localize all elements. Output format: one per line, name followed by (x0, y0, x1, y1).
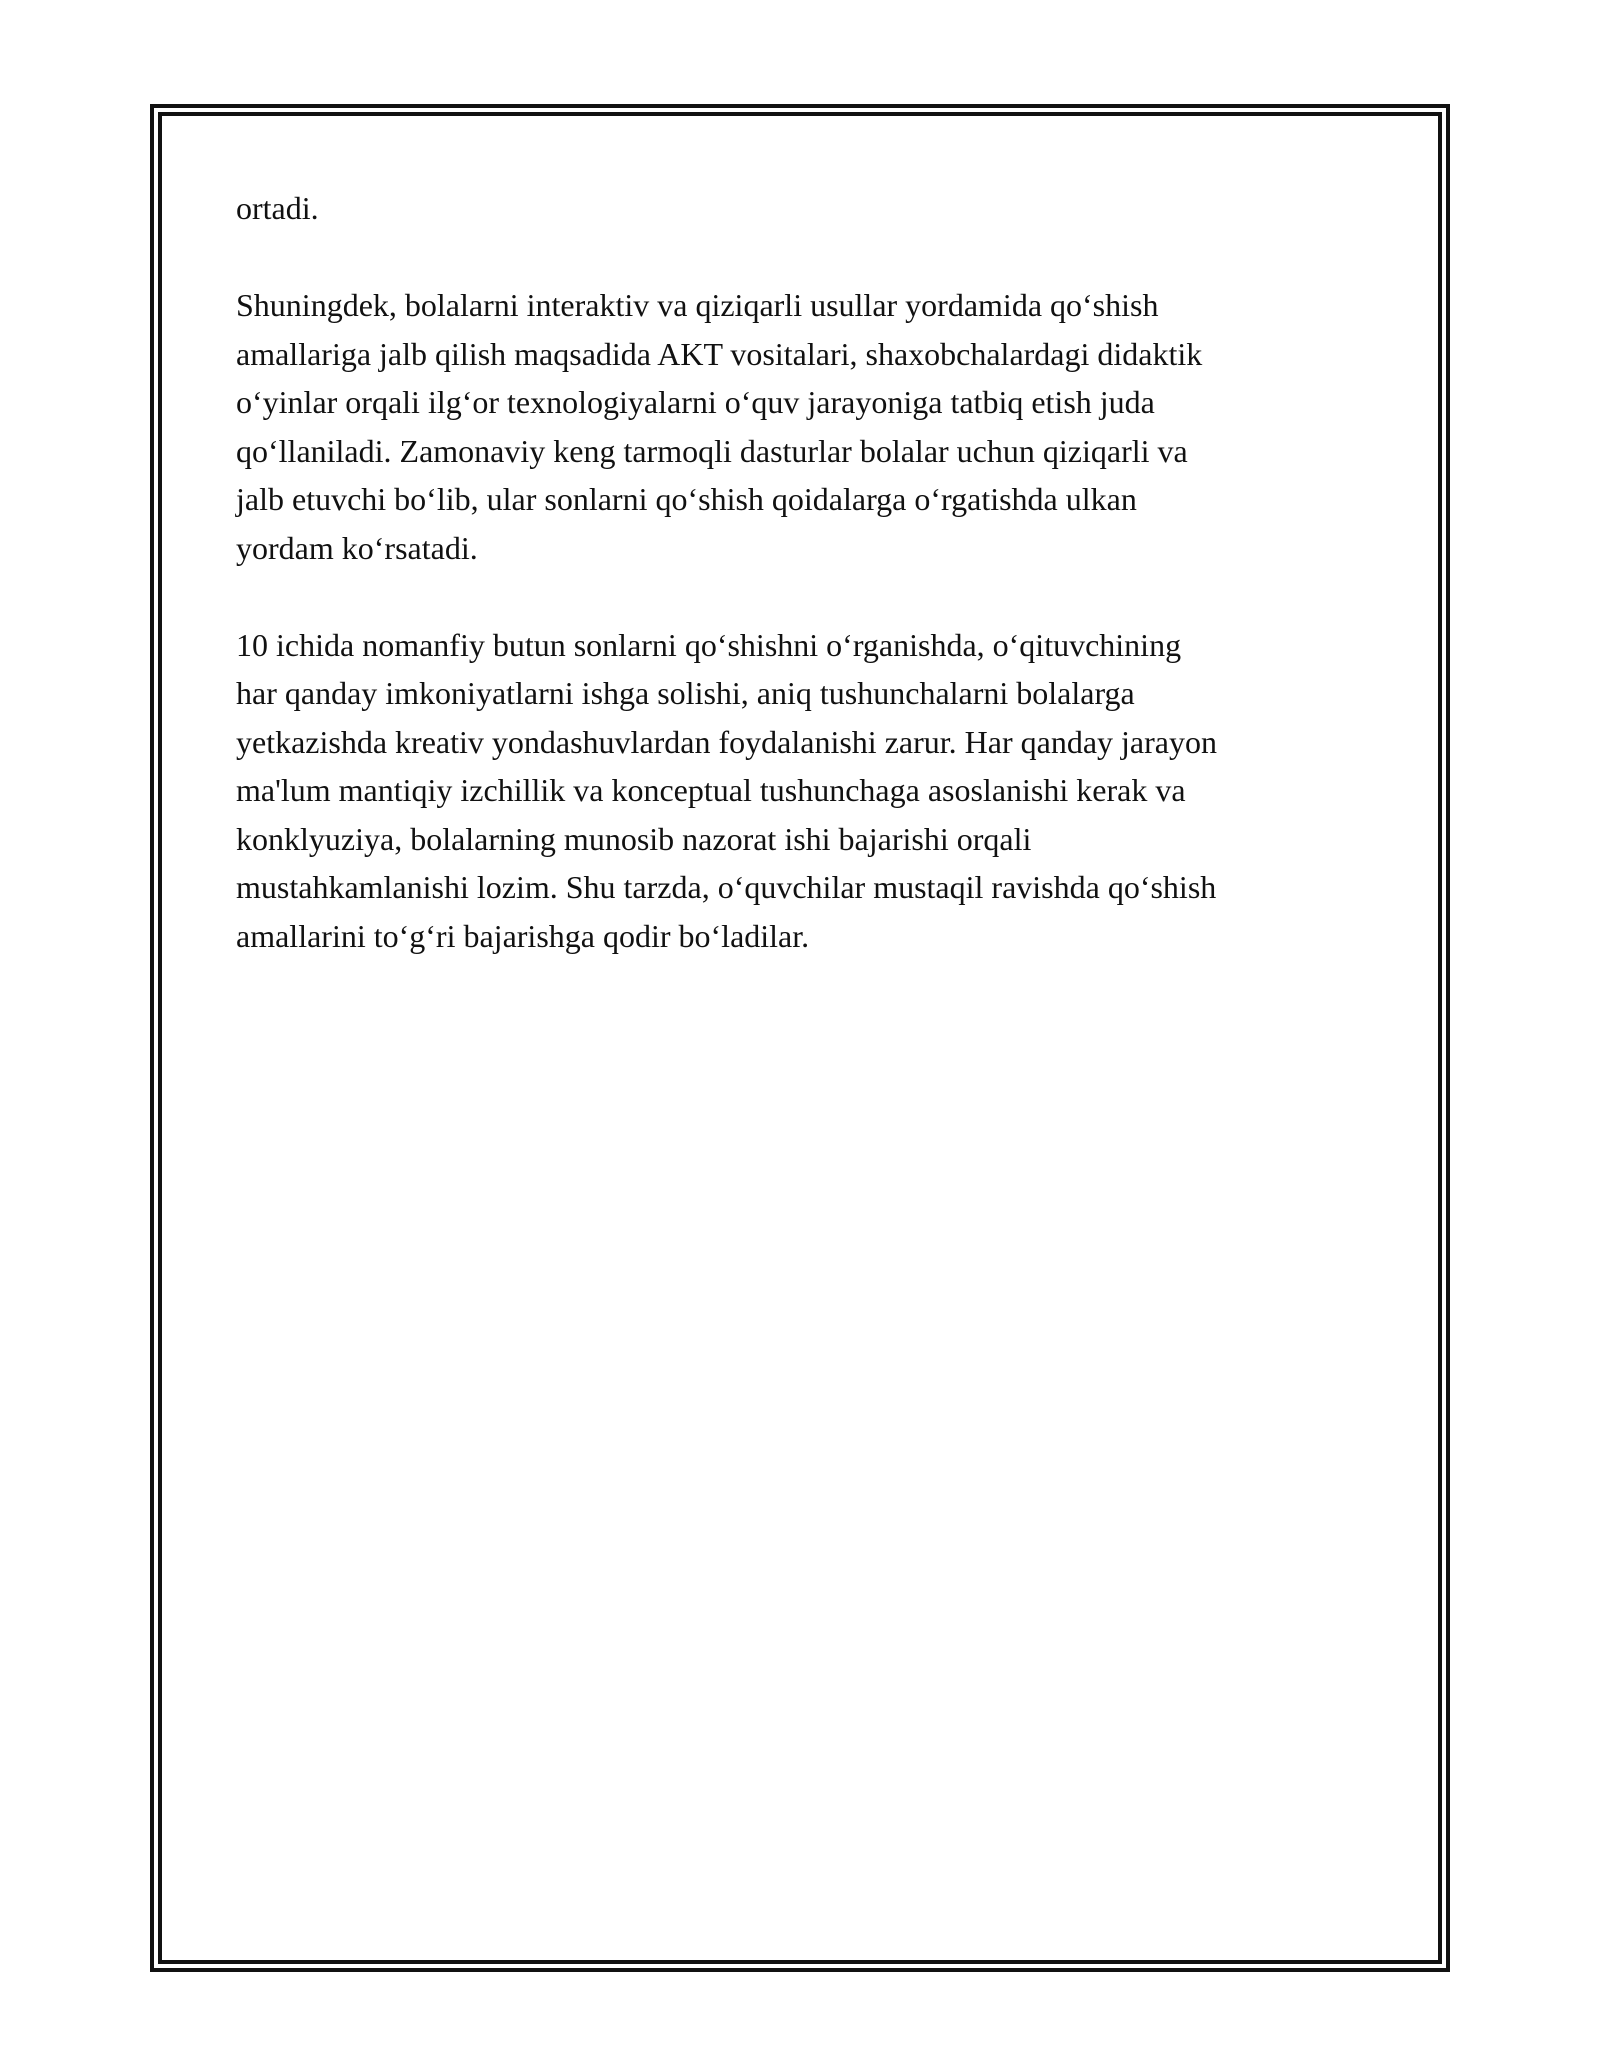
text-line: amallariga jalb qilish maqsadida AKT vositalari, shaxobchalardagi didaktik (236, 335, 1203, 372)
text-line: qo‘llaniladi. Zamonaviy keng tarmoqli dasturlar bolalar uchun qiziqarli va (236, 432, 1188, 469)
text-line: ma'lum mantiqiy izchillik va konceptual tushunchaga asoslanishi kerak va (236, 772, 1186, 808)
text-line: amallarini to‘g‘ri bajarishga qodir bo‘ladilar. (236, 917, 810, 954)
text-line: 10 ichida nomanfiy butun sonlarni qo‘shishni o‘rganishda, o‘qituvchining (236, 626, 1182, 663)
text-line: har qanday imkoniyatlarni ishga solishi, aniq tushunchalarni bolalarga (236, 675, 1135, 711)
paragraph-continuation (236, 184, 1386, 233)
text-line: Shuningdek, bolalarni interaktiv va qiziqarli usullar yordamida qo‘shish (236, 287, 1159, 323)
text-line: jalb etuvchi bo‘lib, ular sonlarni qo‘shish qoidalarga o‘rgatishda ulkan (236, 481, 1137, 517)
document-body (236, 184, 1386, 1009)
text-line: ortadi. (236, 190, 319, 226)
text-line: o‘yinlar orqali ilg‘or texnologiyalarni o‘quv jarayoniga tatbiq etish juda (236, 384, 1155, 420)
paragraph-teaching-approach (236, 621, 1386, 961)
text-line: yordam ko‘rsatadi. (236, 529, 478, 566)
text-line: konklyuziya, bolalarning munosib nazorat ishi bajarishi orqali (236, 820, 1032, 857)
paragraph-akt-tools (236, 281, 1386, 572)
text-line: yetkazishda kreativ yondashuvlardan foydalanishi zarur. Har qanday jarayon (236, 723, 1217, 760)
text-line: mustahkamlanishi lozim. Shu tarzda, o‘quvchilar mustaqil ravishda qo‘shish (236, 869, 1217, 905)
